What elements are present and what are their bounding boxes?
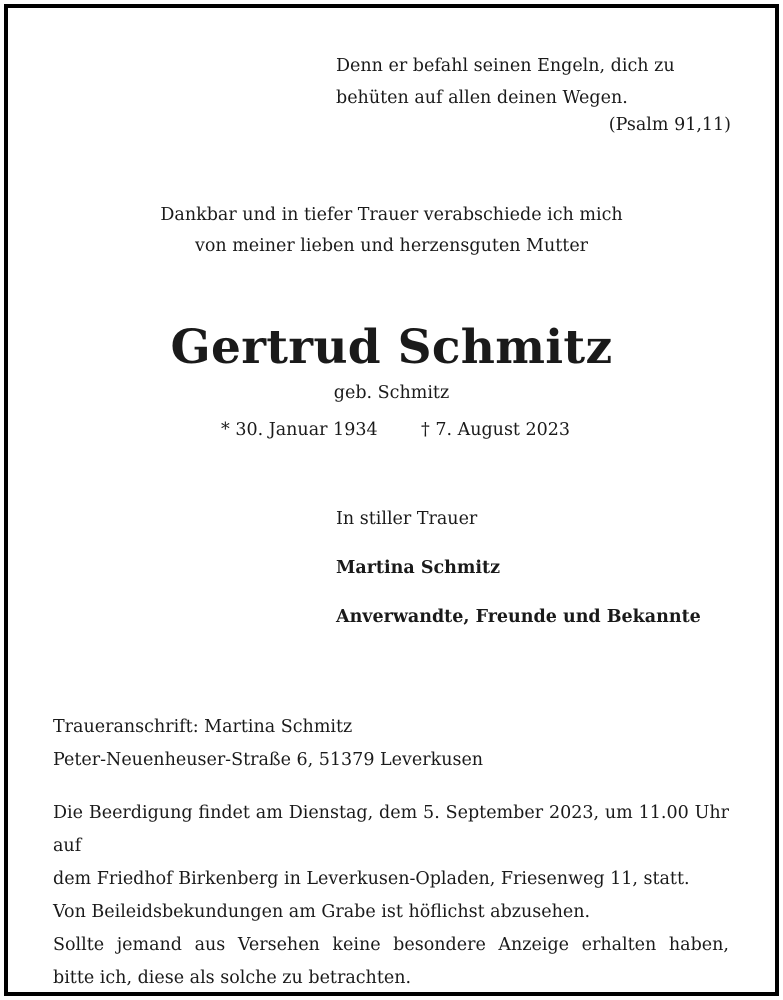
mourner-others: Anverwandte, Freunde und Bekannte xyxy=(336,607,701,627)
verse-line-2: behüten auf allen deinen Wegen. xyxy=(336,88,628,108)
mourning-address xyxy=(53,711,483,777)
verse-reference: (Psalm 91,11) xyxy=(608,115,731,135)
funeral-line-2: dem Friedhof Birkenberg in Leverkusen-Opladen, Friesenweg 11, statt. xyxy=(53,869,690,889)
birth-date: * 30. Januar 1934 xyxy=(221,420,378,440)
deceased-name: Gertrud Schmitz xyxy=(170,320,613,375)
funeral-line-1: Die Beerdigung findet am Dienstag, dem 5. September 2023, um 11.00 Uhr auf xyxy=(53,803,729,856)
verse-line-1: Denn er befahl seinen Engeln, dich zu xyxy=(336,56,675,76)
death-date: † 7. August 2023 xyxy=(421,420,571,440)
intro-line-1: Dankbar und in tiefer Trauer verabschiede ich mich xyxy=(160,205,623,225)
psalm-verse xyxy=(336,50,731,114)
funeral-line-4: Sollte jemand aus Versehen keine besondere Anzeige erhalten haben, xyxy=(53,935,729,955)
mourners-heading: In stiller Trauer xyxy=(336,509,478,529)
address-line-2: Peter-Neuenheuser-Straße 6, 51379 Leverkusen xyxy=(53,750,484,770)
mourner-primary: Martina Schmitz xyxy=(336,558,501,578)
address-line-1: Traueranschrift: Martina Schmitz xyxy=(53,717,353,737)
intro-text xyxy=(0,200,783,262)
intro-line-2: von meiner lieben und herzensguten Mutter xyxy=(194,236,589,256)
maiden-name: geb. Schmitz xyxy=(333,383,450,403)
funeral-info xyxy=(53,797,729,995)
funeral-line-3: Von Beileidsbekundungen am Grabe ist höflichst abzusehen. xyxy=(53,902,591,922)
funeral-line-5: bitte ich, diese als solche zu betrachten. xyxy=(53,968,412,988)
